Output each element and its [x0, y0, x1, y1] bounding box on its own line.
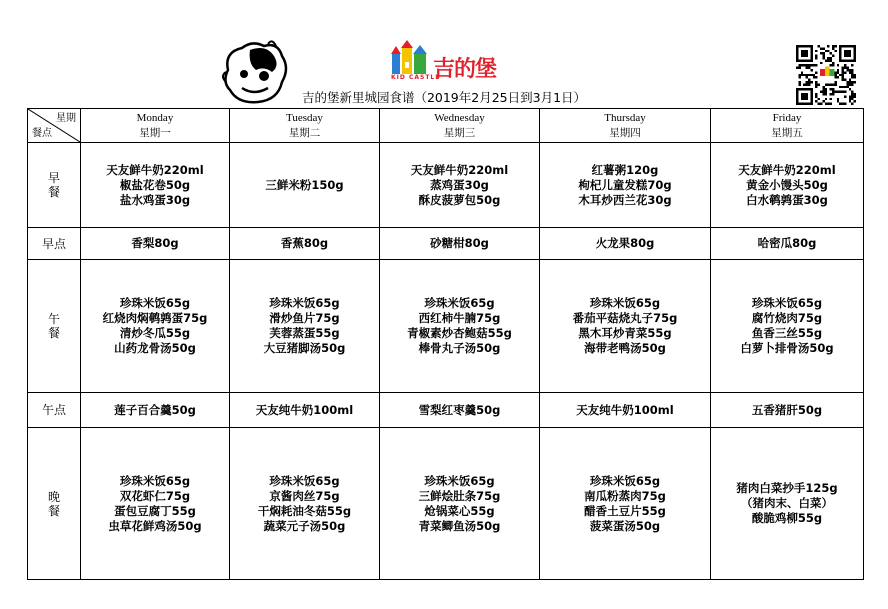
menu-item: 椒盐花卷50g: [119, 177, 191, 192]
day-header: [711, 109, 864, 143]
brand-name: 吉的堡: [433, 57, 497, 82]
day-chinese: 星期五: [771, 126, 803, 139]
menu-cell: [81, 260, 230, 393]
brand-subtitle: KID CASTLE: [391, 74, 441, 81]
menu-cell: [380, 228, 540, 260]
menu-cell: [540, 228, 711, 260]
menu-cell: [230, 428, 380, 580]
menu-cell: [540, 428, 711, 580]
menu-item: 天友鲜牛奶220ml: [738, 162, 836, 177]
dinner-row: [28, 428, 864, 580]
menu-item: 木耳炒西兰花30g: [578, 192, 672, 207]
meal-label-char: 晚: [47, 489, 60, 504]
menu-item: 酥皮菠萝包50g: [418, 192, 501, 207]
corner-cell: [28, 109, 81, 143]
menu-item: 黑木耳炒青菜55g: [578, 326, 672, 340]
breakfast-row: [28, 143, 864, 228]
lunch-row: [28, 260, 864, 393]
corner-meal-label: 餐点: [32, 128, 52, 139]
menu-cell: [540, 143, 711, 228]
corner-weekday-label: 星期: [56, 113, 76, 124]
menu-item: 珍珠米饭65g: [589, 473, 661, 488]
day-english: Tuesday: [286, 111, 323, 124]
menu-cell: [711, 228, 864, 260]
menu-item: 珍珠米饭65g: [269, 473, 340, 488]
day-english: Monday: [136, 111, 174, 124]
menu-item: 雪梨红枣羹50g: [418, 402, 501, 417]
menu-item: 白水鹌鹑蛋30g: [746, 192, 828, 207]
day-chinese: 星期三: [443, 126, 476, 139]
meal-label: [28, 393, 81, 428]
menu-table: [27, 108, 864, 580]
menu-item: 珍珠米饭65g: [589, 296, 661, 310]
menu-cell: [380, 143, 540, 228]
day-header: [540, 109, 711, 143]
menu-item: 青菜鲫鱼汤50g: [418, 518, 501, 533]
menu-item: 珍珠米饭65g: [119, 473, 191, 488]
menu-cell: [230, 260, 380, 393]
morning-snack-row: [28, 228, 864, 260]
menu-item: 大豆猪脚汤50g: [263, 341, 346, 355]
menu-cell: [540, 393, 711, 428]
menu-item: 番茄平菇烧丸子75g: [572, 311, 678, 325]
day-header: [230, 109, 380, 143]
menu-cell: [380, 428, 540, 580]
day-chinese: 星期二: [288, 126, 321, 139]
meal-label: [28, 228, 81, 260]
menu-item: 菠菜蛋汤50g: [589, 518, 661, 533]
menu-item: 蔬菜元子汤50g: [263, 518, 346, 533]
meal-label: [28, 428, 81, 580]
menu-item: 五香猪肝50g: [751, 402, 823, 417]
meal-label-char: 午点: [41, 403, 66, 417]
menu-item: 白萝卜排骨汤50g: [740, 341, 834, 355]
meal-label-char: 早点: [41, 236, 66, 251]
menu-item: 珍珠米饭65g: [424, 473, 495, 488]
menu-cell: [711, 393, 864, 428]
menu-item: 天友纯牛奶100ml: [255, 402, 354, 417]
menu-item: 珍珠米饭65g: [269, 296, 340, 310]
menu-item: 京酱肉丝75g: [269, 488, 340, 503]
menu-item: 腐竹烧肉75g: [751, 311, 823, 325]
menu-cell: [540, 260, 711, 393]
menu-item: 酸脆鸡柳55g: [751, 511, 823, 525]
menu-item: 虫草花鲜鸡汤50g: [108, 518, 202, 533]
menu-item: 火龙果80g: [595, 236, 655, 250]
menu-item: 珍珠米饭65g: [119, 296, 191, 310]
menu-item: 黄金小馒头50g: [746, 177, 828, 192]
menu-item: 红烧肉焖鹌鹑蛋75g: [102, 311, 208, 325]
menu-item: 哈密瓜80g: [757, 236, 817, 250]
menu-item: 三鲜烩肚条75g: [418, 488, 501, 503]
menu-item: 西红柿牛腩75g: [418, 311, 501, 325]
menu-cell: [711, 143, 864, 228]
menu-item: 青椒素炒杏鲍菇55g: [407, 326, 512, 340]
menu-cell: [230, 143, 380, 228]
menu-item: （猪肉末、白菜）: [741, 496, 833, 510]
meal-label-char: 早: [47, 171, 60, 185]
menu-cell: [81, 393, 230, 428]
menu-item: 香蕉80g: [280, 236, 329, 250]
menu-item: 鱼香三丝55g: [751, 326, 823, 340]
menu-cell: [230, 228, 380, 260]
page-title: 吉的堡新里城园食谱（2019年2月25日到3月1日）: [301, 90, 587, 105]
menu-item: 滑炒鱼片75g: [269, 311, 340, 325]
meal-label-char: 餐: [47, 185, 60, 199]
meal-label: [28, 260, 81, 393]
menu-item: 干焖耗油冬菇55g: [257, 503, 352, 518]
menu-cell: [230, 393, 380, 428]
meal-label-char: 午: [47, 312, 60, 326]
menu-item: 枸杞儿童发糕70g: [578, 177, 672, 192]
menu-item: 砂糖柑80g: [430, 236, 489, 250]
menu-cell: [81, 428, 230, 580]
menu-cell: [81, 228, 230, 260]
day-header: [81, 109, 230, 143]
menu-item: 芙蓉蒸蛋55g: [269, 326, 340, 340]
menu-cell: [380, 260, 540, 393]
menu-item: 天友鲜牛奶220ml: [106, 162, 204, 177]
page-header: [0, 0, 888, 108]
menu-item: 山药龙骨汤50g: [114, 341, 196, 355]
menu-cell: [711, 428, 864, 580]
menu-item: 炝锅菜心55g: [424, 503, 495, 518]
menu-item: 海带老鸭汤50g: [584, 341, 666, 355]
meal-label-char: 餐: [47, 503, 60, 518]
menu-item: 蛋包豆腐丁55g: [114, 503, 196, 518]
menu-item: 双花虾仁75g: [119, 488, 191, 503]
menu-item: 香梨80g: [131, 236, 179, 250]
qr-code-icon[interactable]: [796, 45, 856, 105]
menu-cell: [81, 143, 230, 228]
menu-item: 红薯粥120g: [591, 162, 659, 177]
menu-item: 莲子百合羹50g: [114, 402, 196, 417]
menu-item: 天友鲜牛奶220ml: [410, 162, 509, 177]
day-header: [380, 109, 540, 143]
menu-cell: [380, 393, 540, 428]
table-header-row: [28, 109, 864, 143]
meal-label: [28, 143, 81, 228]
menu-item: 三鲜米粉150g: [265, 177, 344, 192]
menu-item: 盐水鸡蛋30g: [119, 192, 191, 207]
day-english: Friday: [772, 111, 802, 124]
meal-label-char: 餐: [47, 326, 60, 340]
afternoon-snack-row: [28, 393, 864, 428]
menu-item: 蒸鸡蛋30g: [430, 177, 489, 192]
menu-item: 棒骨丸子汤50g: [418, 341, 501, 355]
menu-item: 南瓜粉蒸肉75g: [584, 488, 666, 503]
menu-item: 珍珠米饭65g: [751, 296, 823, 310]
menu-item: 珍珠米饭65g: [424, 296, 495, 310]
day-chinese: 星期四: [609, 126, 641, 139]
day-chinese: 星期一: [139, 126, 171, 139]
menu-item: 清炒冬瓜55g: [119, 326, 191, 340]
menu-item: 醋香土豆片55g: [584, 503, 666, 518]
menu-item: 猪肉白菜抄手125g: [736, 481, 838, 495]
menu-item: 天友纯牛奶100ml: [576, 402, 674, 417]
day-english: Wednesday: [434, 111, 485, 124]
day-english: Thursday: [604, 111, 646, 124]
menu-cell: [711, 260, 864, 393]
